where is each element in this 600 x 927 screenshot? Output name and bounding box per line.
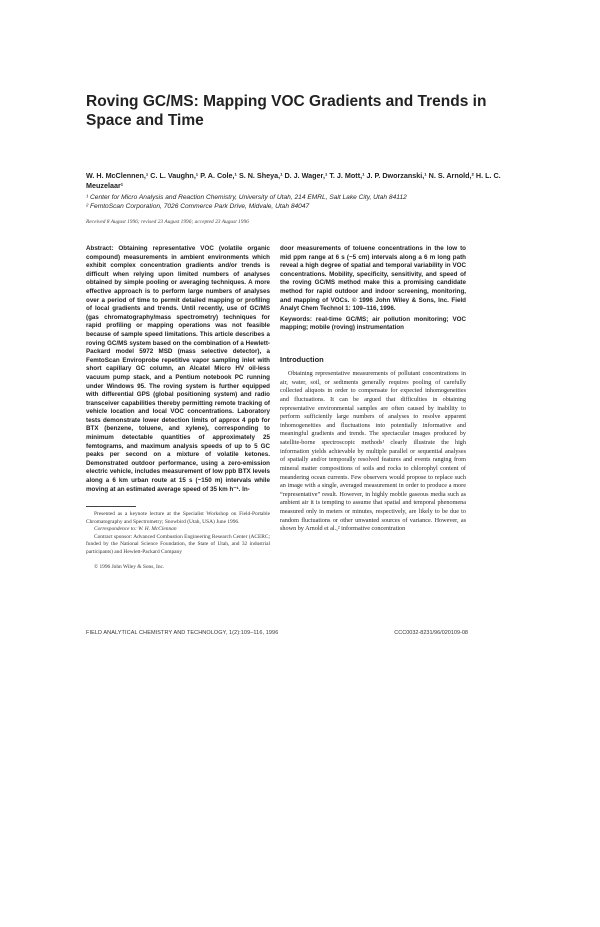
journal-citation-footer: FIELD ANALYTICAL CHEMISTRY AND TECHNOLOGY, 1(2):109–116, 1996 xyxy=(86,630,279,636)
footnote-divider xyxy=(86,506,136,507)
section-heading-introduction: Introduction xyxy=(280,355,324,364)
abstract-part-1: Abstract: Obtaining representative VOC (volatile organic compound) measurements in ambient environments which exhibit complex concentration gradients and/or trends is difficult when relying upon limited numbers of analyses obtained by simple pooling or averaging techniques. A more effective approach is to perform large numbers of analyses over a period of time to permit detailed mapping or profiling of local gradients and trends. Until recently, use of GC/MS (gas chromatography/mass spectrometry) techniques for rapid profiling or mapping operations was not feasible because of sample speed limitations. This article describes a roving GC/MS system based on the combination of a Hewlett-Packard model 5972 MSD (mass selective detector), a FemtoScan Enviroprobe repetitive vapor sampling inlet with short capillary GC column, an Alcatel Micro HV oil-less vacuum pump stack, and a Pentium notebook PC running under Windows 95. The roving system is further equipped with differential GPS (global positioning system) and radio transceiver capabilities thereby permitting remote tracking of vehicle location and local VOC concentrations. Laboratory tests demonstrate lower detection limits of approx 4 ppb for BTX (benzene, toluene, and xylene), corresponding to minimum detectable quantities of approximately 25 femtograms, and maximum analysis speeds of up to 5 GC peaks per second on a mixture of volatile ketones. Demonstrated outdoor performance, using a zero-emission electric vehicle, includes measurement of low ppb BTX levels along a 6 km urban route at 15 s (~150 m) intervals while moving at an estimated average speed of 35 km h⁻¹. In- xyxy=(86,245,270,493)
abstract-part-2: door measurements of toluene concentrations in the low to mid ppm range at 6 s (~5 cm) intervals along a 6 m long path reveal a high degree of spatial and temporal variability in VOC concentrations. Mobility, specificity, sensitivity, and speed of the roving GC/MS method make this a promising candidate method for rapid outdoor and indoor screening, monitoring, and mapping of VOCs. © 1996 John Wiley & Sons, Inc. Field Analyt Chem Technol 1: 109–116, 1996. xyxy=(280,245,466,313)
ccc-code-footer: CCC0032-8231/96/020109-08 xyxy=(394,630,468,636)
paper-title: Roving GC/MS: Mapping VOC Gradients and Trends in Space and Time xyxy=(86,93,487,129)
affiliation-1: ¹ Center for Micro Analysis and Reaction Chemistry, University of Utah, 214 EMRL, Salt Lake City, Utah 84112 xyxy=(86,194,407,201)
footnote-sponsor: Contract sponsor: Advanced Combustion Engineering Research Center (ACERC; funded by the National Science Foundation, the State of Utah, and 32 industrial participants) and Hewlett-Packard Company xyxy=(86,533,270,555)
introduction-body: Obtaining representative measurements of pollutant concentrations in air, water, soil, or sediments generally requires pooling of carefully collected aliquots in order to compensate for expected inhomogeneities and fluctuations. It can be argued that difficulties in obtaining representative environmental samples are often caused by inability to perform sufficiently large numbers of analyses to resolve apparent inhomogeneities and fluctuations into potentially informative and meaningful gradients and trends. The spectacular images produced by satellite-borne spectroscopic methods¹ clearly illustrate the high information yields achievable by multiple parallel or sequential analyses of spatially and/or temporally resolved features and events ranging from mineral matter compositions of soils and rocks to chlorophyl content of meandering ocean currents. Few observers would propose to replace such an image with a single, averaged measurement in order to produce a more “representative” result. However, in highly mobile gaseous media such as ambient air it is tempting to assume that spatial and temporal phenomena measured only in meters or minutes, respectively, are likely to be due to random fluctuations or other unwanted sources of variance. However, as shown by Arnold et al.,² informative concentration xyxy=(280,370,466,533)
copyright-notice: © 1996 John Wiley & Sons, Inc. xyxy=(94,563,165,570)
keywords: Keywords: real-time GC/MS; air pollution monitoring; VOC mapping; mobile (roving) instrumentation xyxy=(280,315,466,332)
affiliation-2: ² FemtoScan Corporation, 7026 Commerce Park Drive, Midvale, Utah 84047 xyxy=(86,203,310,210)
right-column xyxy=(280,245,466,333)
received-dates: Received 8 August 1996; revised 23 August 1996; accepted 23 August 1996 xyxy=(86,219,249,225)
footnote-correspondence: Correspondence to: W. H. McClennan xyxy=(94,526,177,533)
footnotes xyxy=(86,511,270,571)
affiliations xyxy=(86,193,526,211)
footnote-keynote: Presented as a keynote lecture at the Specialist Workshop on Field-Portable Chromatography and Spectrometry; Snowbird (Utah, USA) June 1996. xyxy=(86,511,270,525)
left-column xyxy=(86,245,270,494)
author-list: W. H. McClennen,¹ C. L. Vaughn,¹ P. A. Cole,¹ S. N. Sheya,¹ D. J. Wager,¹ T. J. Mott,¹ J. P. Dworzanski,¹ N. S. Arnold,² H. L. C. Meuzelaar¹ xyxy=(86,171,501,190)
